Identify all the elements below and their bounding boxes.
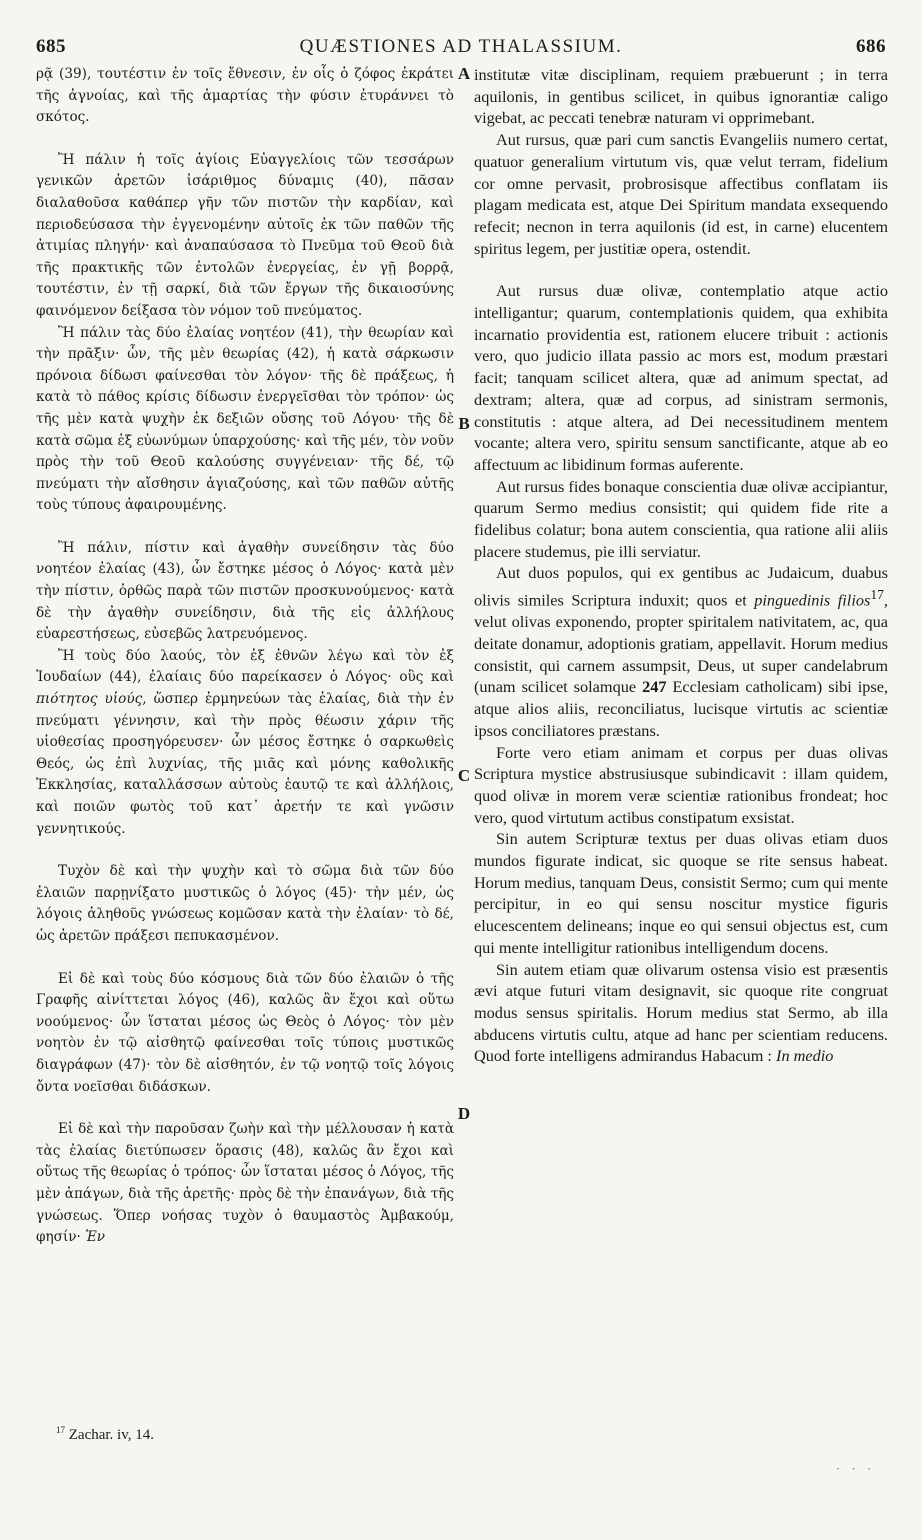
running-title: QUÆSTIONES AD THALASSIUM. — [299, 36, 623, 57]
latin-paragraph-4-text-end: Ecclesiam catholicam) sibi ipse, atque alios aliis, reconciliatus, lucisque virtutis ac scientiæ ipsos conciliatores præstans. — [474, 677, 889, 740]
greek-paragraph-2: Ἢ πάλιν τὰς δύο ἐλαίας νοητέον (41), τὴν θεωρίαν καὶ τὴν πρᾶξιν· ὧν, τῆς μὲν θεωρίας (42), ἡ κατὰ σάρκωσιν πρόνοια δίδωσι φαίνεσθαι τὸν λόγον· τῆς δὲ πράξεως, ἡ κατὰ τὸ πάθος κρίσις δίδωσιν ἐνεργεῖσθαι τὸν τρόπον· ὡς τῆς μὲν κατὰ ψυχὴν ἐκ δεξιῶν οὔσης τοῦ Λόγου· τῆς δὲ κατὰ σῶμα ἐξ εὐωνύμων ὑπαρχούσης· καὶ τῆς μέν, τὸν νοῦν πρὸς τὴν τοῦ Θεοῦ καλούσης συγγένειαν· τῆς δέ, τῷ πνεύματι τὴν αἴσθησιν ἁγιαζούσης, καὶ τῶν παθῶν αὐτῆς τοὺς τύπους ἀφαιρουμένης. — [36, 324, 454, 514]
column-number: 247 — [642, 677, 667, 697]
latin-paragraph-5: Forte vero etiam animam et corpus per duas olivas Scriptura mystice abstrusiusque subindicavit : illam quidem, quod olivæ in morem veræ scientiæ rationibus frondeat; hoc vero, quod virtutum actibus constipatum exsistat. — [474, 742, 888, 827]
greek-italic-phrase: πιότητος υἱούς — [36, 691, 143, 708]
greek-paragraph-4-text: Ἢ τοὺς δύο λαούς, τὸν ἐξ ἐθνῶν λέγω καὶ τὸν ἐξ Ἰουδαίων (44), ἐλαίαις δύο παρείκασεν ὁ Λόγος· οὓς καὶ — [36, 647, 454, 686]
greek-paragraph-1: Ἢ πάλιν ἡ τοῖς ἁγίοις Εὐαγγελίοις τῶν τεσσάρων γενικῶν ἀρετῶν ἰσάριθμος δύναμις (40), πᾶσαν διαλαθοῦσα καθάπερ γῆν τῶν πιστῶν τὴν καρδίαν, καὶ περιοδεύσασα τὴν ἐγγενομένην αὐτοῖς ἐκ τῶν παθῶν τῆς ἀτιμίας πληγήν· καὶ ἀναπαύσασα τὸ Πνεῦμα τοῦ Θεοῦ διὰ τῆς πρακτικῆς τῶν ἐντολῶν ἐνεργείας, ἐν γῇ βορρᾷ, τουτέστιν, ἐν τῇ σαρκί, διὰ τῶν ἔργων τῆς δικαιοσύνης φαινόμενον δείξασα τὸν νόμον τοῦ πνεύματος. — [36, 151, 454, 319]
greek-paragraph-0: ρᾷ (39), τουτέστιν ἐν τοῖς ἔθνεσιν, ἐν οἷς ὁ ζόφος ἐκράτει τῆς ἀγνοίας, καὶ τῆς ἁμαρτίας τὴν φύσιν ἐτυράννει τὸ σκότος. — [36, 66, 454, 126]
margin-marker-a: A — [457, 64, 471, 83]
latin-paragraph-7-text: Sin autem etiam quæ olivarum ostensa visio est præsentis ævi atque futuri vitam designavit, sic quoque rite congruat modus sensus spiritalis. Horum medius stat Sermo, ab illa abducens virtutis cultu, atque ad hanc per scientiam reducens. Quod forte intelligens admirandus Habacum : — [474, 959, 888, 1066]
latin-italic-quote: In medio — [776, 1046, 834, 1066]
greek-paragraph-5: Τυχὸν δὲ καὶ τὴν ψυχὴν καὶ τὸ σῶμα διὰ τῶν δύο ἐλαιῶν παρῃνίξατο μυστικῶς ὁ λόγος (45)· τὴν μέν, ὡς λόγοις ἀληθοῦς γνώσεως κομῶσαν κατὰ τὴν ἐλαίαν· τὸ δέ, ὡς ἀρετῶν πράξεσι πεπυκασμένον. — [36, 863, 454, 944]
footnote-number: 17 — [56, 1425, 65, 1435]
margin-marker-b: B — [458, 414, 470, 433]
latin-paragraph-7 — [474, 959, 888, 1068]
scan-speck: · · · — [836, 1462, 876, 1476]
greek-paragraph-7 — [36, 1119, 454, 1249]
footnote-text: Zachar. iv, 14. — [68, 1427, 154, 1443]
running-header — [36, 36, 886, 60]
greek-paragraph-3: Ἢ πάλιν, πίστιν καὶ ἀγαθὴν συνείδησιν τὰς δύο νοητέον ἐλαίας (43), ὧν ἔστηκε μέσος ὁ Λόγος· κατὰ μὲν τὴν πίστιν, ὀρθῶς παρὰ τῶν πιστῶν προσκυνούμενος· κατὰ δὲ τὴν ἀγαθὴν συνείδησιν, διὰ τῆς εἰς ἀλλήλους εὐαρεστήσεως, εὐσεβῶς λατρευόμενος. — [36, 539, 454, 643]
latin-paragraph-2: Aut rursus duæ olivæ, contemplatio atque actio intelligantur; quarum, contemplationis quidem, qua exhibita incarnatio providentia est, rationem elucere tribuit : actionis vero, quo judicio illata passio ac mors est, modum præstari facit; tanquam scilicet altera, quæ ad animum spectat, ad dextram; altera, quæ ad corpus, ad sinistram sermonis, constitutis : atque altera, ad Dei necessitudinem mentem vocante; altera vero, spiritu sensum sanctificante, atque ab eo affectuum ac libidinum formas auferente. — [474, 281, 888, 474]
greek-paragraph-4-text-cont: , ὥσπερ ἑρμηνεύων τὰς ἐλαίας, διὰ τὴν ἐν πνεύματι γέννησιν, καὶ τὴν πρὸς θέωσιν χάριν τῆς υἱοθεσίας προσηγόρευσεν· ὧν μέσος ἔστηκε ὁ σαρκωθεὶς Θεός, ὡς ἐπὶ λυχνίας, τῆς μιᾶς καὶ μόνης καθολικῆς Ἐκκλησίας, καταλλάσσων αὐτοὺς ἑαυτῷ τε καὶ ἀλλήλοις, καὶ ποιῶν φωτὸς τοῦ κατ᾽ ἀρετήν τε καὶ γνῶσιν γεννητικούς. — [36, 691, 454, 837]
latin-column — [474, 64, 888, 1067]
greek-italic-quote: Ἐν — [85, 1229, 106, 1246]
greek-paragraph-4 — [36, 646, 454, 840]
latin-italic-phrase: pinguedinis filios — [754, 590, 871, 610]
page-number-right: 686 — [856, 36, 886, 57]
latin-paragraph-6: Sin autem Scripturæ textus per duas olivas etiam duos mundos figurate indicat, sic quoque se rite sensus habeat. Horum medius, tanquam Deus, consistit Sermo; cum qui mente percipitur, in eo qui sensu noscitur mystice figuris elucescentem delineans; inque eo qui sensui objectus est, cum qui mente intelligitur rationibus intelligendum docens. — [474, 829, 888, 957]
greek-column — [36, 64, 454, 1249]
latin-paragraph-0: institutæ vitæ disciplinam, requiem præbuerunt ; in terra aquilonis, in gentibus scilicet, in quibus ignorantiæ caligo vigebat, ac peccati tenebræ naturam vi opprimebant. — [474, 65, 888, 128]
latin-paragraph-4 — [474, 562, 888, 741]
margin-marker-c: C — [457, 766, 471, 785]
latin-paragraph-4-text-cont: , velut olivas exponendo, propter spiritalem nativitatem, ac, qua deitate donamur, adoptionis gratiam, appellavit. Horum medius consistit, qui carnem assumpsit, Deus, ut super candelabrum (unam scilicet solamque — [474, 590, 888, 697]
latin-paragraph-4-text: Aut duos populos, qui ex gentibus ac Judaicum, duabus olivis similes Scriptura induxit; quos et — [474, 563, 888, 610]
footnote — [56, 1425, 154, 1444]
latin-paragraph-1: Aut rursus, quæ pari cum sanctis Evangeliis numero certat, quatuor generalium virtutum vis, quæ velut terram, fidelium cor omne pervasit, probrosisque affectibus conflatam iis plagam medicata est, atque Dei Spiritum mandata exsequendo refecit; necnon in terra aquilonis (id est, in carne) elucentem spiritus legem, per justitiæ opera, ostendit. — [474, 130, 888, 258]
footnote-reference: 17 — [870, 587, 884, 603]
greek-paragraph-6: Εἰ δὲ καὶ τοὺς δύο κόσμους διὰ τῶν δύο ἐλαιῶν ὁ τῆς Γραφῆς αἰνίττεται λόγος (46), καλῶς ἂν ἔχοι καὶ οὕτω νοούμενος· ὧν ἵσταται μέσος ὡς Θεὸς ὁ Λόγος· τὸν μὲν νοητὸν ἐν τῷ αἰσθητῷ φαίνεσθαι τοῖς τύποις μυστικῶς διαγράφων (47)· τὸν δὲ αἰσθητόν, ἐν τῷ νοητῷ τοῖς λόγοις ὄντα νοεῖσθαι διδάσκων. — [36, 970, 454, 1095]
page-number-left: 685 — [36, 36, 66, 57]
greek-paragraph-7-text: Εἰ δὲ καὶ τὴν παροῦσαν ζωὴν καὶ τὴν μέλλουσαν ἡ κατὰ τὰς ἐλαίας διετύπωσεν ὅρασις (48), καλῶς ἂν ἔχοι καὶ οὕτως τῆς θεωρίας ὁ τρόπος· ὧν ἵσταται μέσος ὁ Λόγος, τῆς μὲν ἀπάγων, διὰ τῆς ἀρετῆς· πρὸς δὲ τὴν ἐπανάγων, διὰ τῆς γνώσεως. Ὅπερ νοήσας τυχὸν ὁ θαυμαστὸς Ἀμβακούμ, φησίν· — [36, 1121, 454, 1246]
latin-paragraph-3: Aut rursus fides bonaque conscientia duæ olivæ accipiantur, quarum Sermo medius consistit; qui quidem fide rite a fidelibus colatur; bona autem conscientia, qua ratione alii aliis placere studemus, pie illi serviatur. — [474, 476, 888, 561]
margin-marker-d: D — [457, 1104, 471, 1123]
